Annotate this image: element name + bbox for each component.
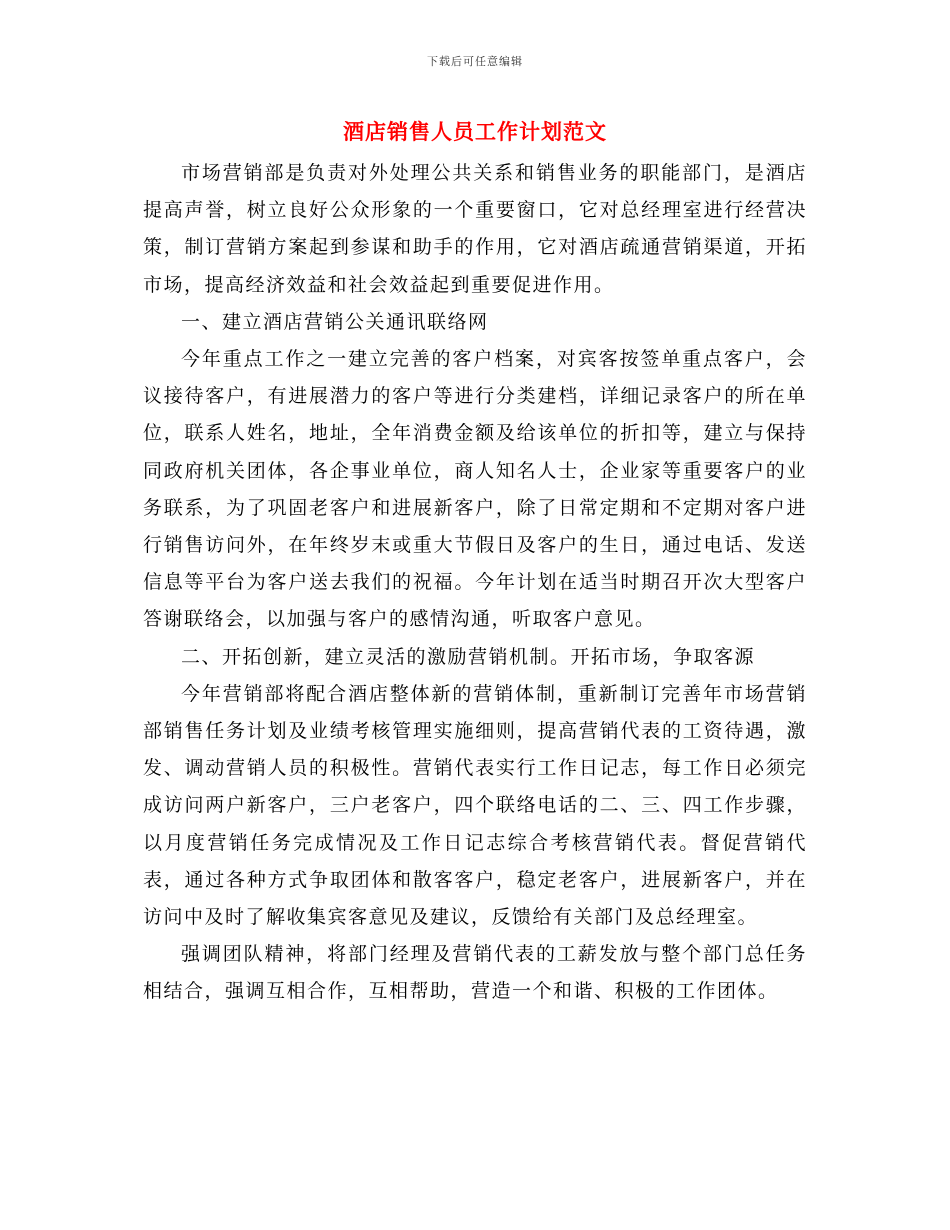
- document-body: [143, 155, 807, 1011]
- section-2-paragraph: 今年营销部将配合酒店整体新的营销体制，重新制订完善年市场营销部销售任务计划及业绩考核管理实施细则，提高营销代表的工资待遇，激发、调动营销人员的积极性。营销代表实行工作日记志，每工作日必须完成访问两户新客户，三户老客户，四个联络电话的二、三、四工作步骤，以月度营销任务完成情况及工作日记志综合考核营销代表。督促营销代表，通过各种方式争取团体和散客客户，稳定老客户，进展新客户，并在访问中及时了解收集宾客意见及建议，反馈给有关部门及总经理室。: [143, 682, 807, 929]
- intro-paragraph: 市场营销部是负责对外处理公共关系和销售业务的职能部门，是酒店提高声誉，树立良好公众形象的一个重要窗口，它对总经理室进行经营决策，制订营销方案起到参谋和助手的作用，它对酒店疏通营销渠道，开拓市场，提高经济效益和社会效益起到重要促进作用。: [143, 162, 807, 296]
- section-heading-1: 一、建立酒店营销公关通讯联络网: [181, 310, 489, 333]
- teamwork-paragraph: 强调团队精神，将部门经理及营销代表的工薪发放与整个部门总任务相结合，强调互相合作，互相帮助，营造一个和谐、积极的工作团体。: [143, 943, 807, 1003]
- section-heading-2: 二、开拓创新，建立灵活的激励营销机制。开拓市场，争取客源: [181, 645, 756, 668]
- section-1-paragraph: 今年重点工作之一建立完善的客户档案，对宾客按签单重点客户，会议接待客户，有进展潜力的客户等进行分类建档，详细记录客户的所在单位，联系人姓名，地址，全年消费金额及给该单位的折扣等，建立与保持同政府机关团体，各企事业单位，商人知名人士，企业家等重要客户的业务联系，为了巩固老客户和进展新客户，除了日常定期和不定期对客户进行销售访问外，在年终岁末或重大节假日及客户的生日，通过电话、发送信息等平台为客户送去我们的祝福。今年计划在适当时期召开次大型客户答谢联络会，以加强与客户的感情沟通，听取客户意见。: [143, 348, 807, 631]
- document-title: 酒店销售人员工作计划范文: [343, 119, 607, 144]
- download-note: 下载后可任意编辑: [427, 55, 523, 68]
